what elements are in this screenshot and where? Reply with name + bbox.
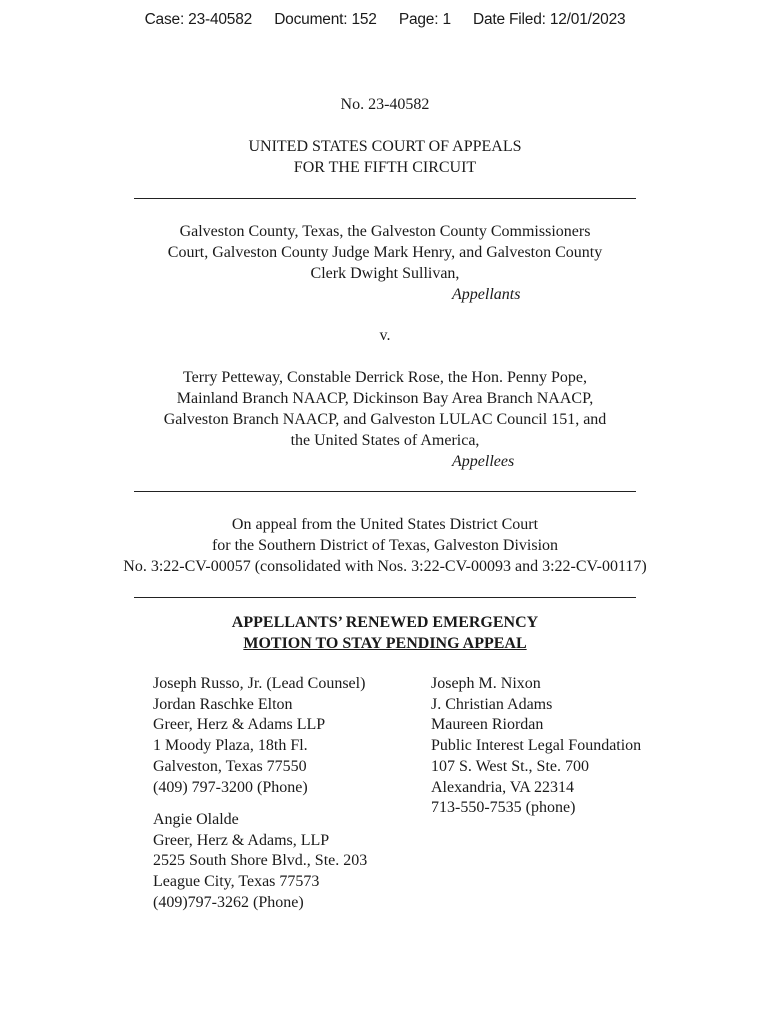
counsel-block-right bbox=[431, 674, 641, 819]
appellees-line: Terry Petteway, Constable Derrick Rose, the Hon. Penny Pope, bbox=[183, 369, 587, 386]
counsel-line: League City, Texas 77573 bbox=[153, 873, 320, 891]
appellees-line: Mainland Branch NAACP, Dickinson Bay Area Branch NAACP, bbox=[176, 390, 594, 407]
counsel-line: 713-550-7535 (phone) bbox=[431, 799, 576, 817]
versus: v. bbox=[379, 327, 391, 344]
appeal-line: No. 3:22-CV-00057 (consolidated with Nos. 3:22-CV-00093 and 3:22-CV-00117) bbox=[123, 558, 647, 575]
divider bbox=[134, 198, 636, 199]
header-case: Case: 23-40582 bbox=[144, 11, 253, 28]
appellants-line: Clerk Dwight Sullivan, bbox=[310, 265, 460, 282]
appeal-line: On appeal from the United States District Court bbox=[231, 516, 539, 533]
appeal-line: for the Southern District of Texas, Galveston Division bbox=[211, 537, 559, 554]
court-name-line1: UNITED STATES COURT OF APPEALS bbox=[248, 138, 522, 155]
appellants-role: Appellants bbox=[452, 286, 521, 303]
motion-title-line1: APPELLANTS’ RENEWED EMERGENCY bbox=[231, 614, 539, 631]
appellants-line: Galveston County, Texas, the Galveston County Commissioners bbox=[179, 223, 591, 240]
counsel-line: Public Interest Legal Foundation bbox=[431, 737, 642, 755]
counsel-line: Angie Olalde bbox=[153, 811, 239, 828]
counsel-line: (409) 797-3200 (Phone) bbox=[153, 778, 308, 796]
filing-header bbox=[0, 11, 770, 29]
counsel-line: Galveston, Texas 77550 bbox=[153, 757, 307, 775]
motion-title-underlined: MOTION TO STAY PENDING APPEAL bbox=[243, 635, 527, 652]
case-number: No. 23-40582 bbox=[340, 96, 430, 113]
court-name-line2: FOR THE FIFTH CIRCUIT bbox=[293, 159, 477, 176]
counsel-line: 107 S. West St., Ste. 700 bbox=[431, 757, 589, 775]
counsel-line: Alexandria, VA 22314 bbox=[431, 778, 574, 796]
counsel-line: 2525 South Shore Blvd., Ste. 203 bbox=[153, 852, 368, 870]
header-date-filed: Date Filed: 12/01/2023 bbox=[472, 11, 626, 28]
counsel-line: (409)797-3262 (Phone) bbox=[153, 893, 304, 911]
motion-title-line2 bbox=[0, 633, 770, 654]
counsel-line: Joseph Russo, Jr. (Lead Counsel) bbox=[153, 675, 366, 692]
counsel-line: Greer, Herz & Adams LLP bbox=[153, 716, 326, 734]
header-page: Page: 1 bbox=[398, 11, 451, 28]
divider bbox=[134, 491, 636, 492]
appellees-line: the United States of America, bbox=[290, 432, 480, 449]
counsel-line: Joseph M. Nixon bbox=[431, 675, 541, 692]
appellees-line: Galveston Branch NAACP, and Galveston LULAC Council 151, and bbox=[163, 411, 607, 428]
appellees-role: Appellees bbox=[452, 453, 515, 470]
counsel-line: Greer, Herz & Adams, LLP bbox=[153, 831, 330, 849]
counsel-line: Maureen Riordan bbox=[431, 716, 544, 734]
counsel-block-left-2 bbox=[153, 810, 367, 914]
header-document: Document: 152 bbox=[274, 11, 377, 28]
divider bbox=[134, 597, 636, 598]
counsel-line: 1 Moody Plaza, 18th Fl. bbox=[153, 737, 308, 755]
counsel-line: Jordan Raschke Elton bbox=[153, 695, 293, 713]
appellants-line: Court, Galveston County Judge Mark Henry, and Galveston County bbox=[167, 244, 603, 261]
counsel-line: J. Christian Adams bbox=[431, 695, 553, 713]
counsel-block-left-1 bbox=[153, 674, 365, 798]
